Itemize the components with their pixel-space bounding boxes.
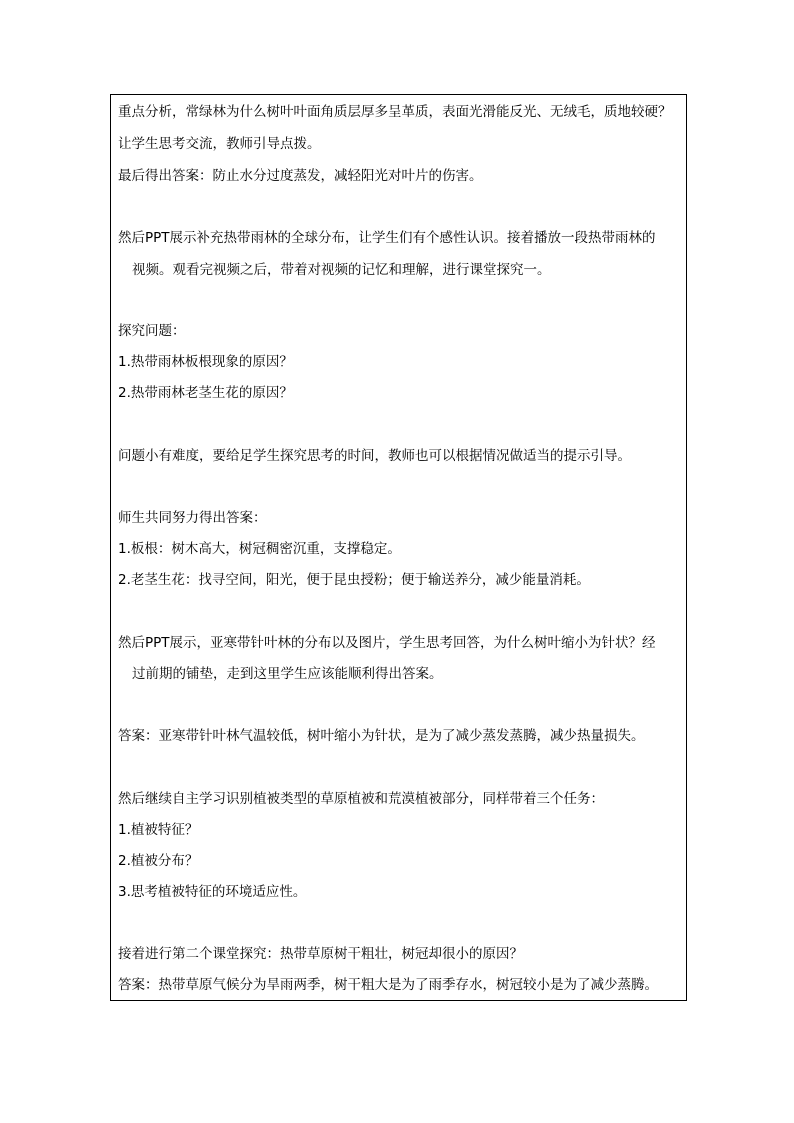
list-item: 2.植被分布？ xyxy=(118,853,199,869)
paragraph-line: 让学生思考交流，教师引导点拨。 xyxy=(118,136,321,152)
paragraph-line: 问题小有难度，要给足学生探究思考的时间，教师也可以根据情况做适当的提示引导。 xyxy=(118,448,631,464)
list-item: 1.板根：树木高大，树冠稠密沉重，支撑稳定。 xyxy=(118,541,401,557)
paragraph-line: 答案：亚寒带针叶林气温较低，树叶缩小为针状，是为了减少蒸发蒸腾，减少热量损失。 xyxy=(118,728,645,744)
paragraph-line: 然后继续自主学习识别植被类型的草原植被和荒漠植被部分，同样带着三个任务： xyxy=(118,791,604,807)
paragraph-line: 过前期的铺垫，走到这里学生应该能顺利得出答案。 xyxy=(132,666,443,682)
list-item: 2.热带雨林老茎生花的原因？ xyxy=(118,385,293,401)
paragraph-line: 探究问题： xyxy=(118,323,186,339)
paragraph-line: 然后PPT展示，亚寒带针叶林的分布以及图片，学生思考回答，为什么树叶缩小为针状？经 xyxy=(118,635,656,651)
paragraph-line: 答案：热带草原气候分为旱雨两季，树干粗大是为了雨季存水，树冠较小是为了减少蒸腾。 xyxy=(118,977,658,993)
paragraph-line: 重点分析，常绿林为什么树叶叶面角质层厚多呈革质，表面光滑能反光、无绒毛，质地较硬？ xyxy=(118,104,672,120)
list-item: 1.植被特征？ xyxy=(118,822,199,838)
paragraph-line: 最后得出答案：防止水分过度蒸发，减轻阳光对叶片的伤害。 xyxy=(118,168,483,184)
list-item: 1.热带雨林板根现象的原因？ xyxy=(118,354,293,370)
list-item: 2.老茎生花：找寻空间，阳光，便于昆虫授粉；便于输送养分，减少能量消耗。 xyxy=(118,572,590,588)
paragraph-line: 接着进行第二个课堂探究：热带草原树干粗壮，树冠却很小的原因？ xyxy=(118,946,523,962)
paragraph-line: 然后PPT展示补充热带雨林的全球分布，让学生们有个感性认识。接着播放一段热带雨林的 xyxy=(118,230,656,246)
paragraph-line: 视频。观看完视频之后，带着对视频的记忆和理解，进行课堂探究一。 xyxy=(132,262,551,278)
list-item: 3.思考植被特征的环境适应性。 xyxy=(118,884,307,900)
paragraph-line: 师生共同努力得出答案： xyxy=(118,510,267,526)
